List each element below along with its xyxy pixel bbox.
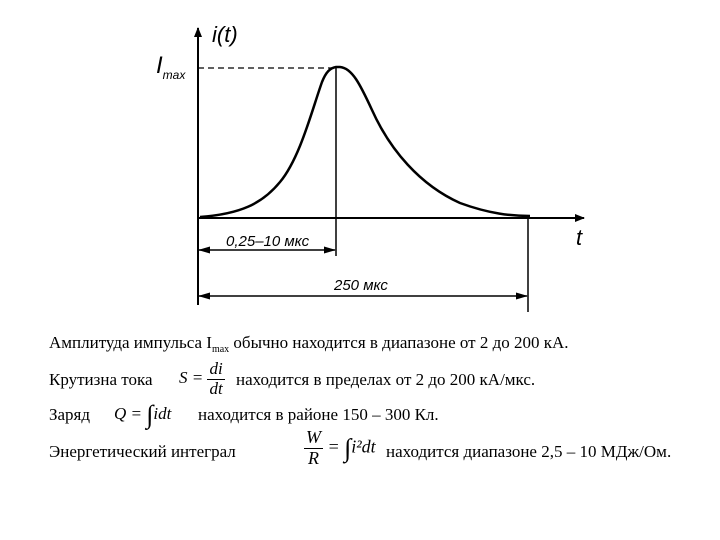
energy-numerator: W (306, 427, 321, 447)
amplitude-text-end: обычно находится в диапазоне от 2 до 200 кА. (229, 333, 569, 352)
i-max-label: $I_{max}$ (156, 52, 186, 82)
charge-formula-rhs: idt (153, 403, 172, 423)
charge-label: Заряд (49, 405, 91, 424)
energy-formula-equals: = (327, 436, 340, 457)
front-duration-label: 0,25–10 мкс (226, 233, 310, 250)
steepness-formula-lhs: S = (179, 368, 204, 388)
charge-formula-lhs: Q = (114, 403, 142, 423)
energy-formula-rhs: i²dt (351, 436, 376, 457)
y-axis-label: i(t) (212, 22, 238, 47)
energy-text: находится диапазоне 2,5 – 10 МДж/Ом. (386, 442, 672, 461)
steepness-numerator: di (209, 359, 223, 378)
pulse-duration-label: 250 мкс (334, 277, 388, 294)
steepness-denominator: dt (209, 378, 223, 398)
charge-formula (114, 400, 171, 430)
steepness-text: находится в пределах от 2 до 200 кА/мкс. (236, 370, 536, 389)
amplitude-text-start: Амплитуда импульса I (49, 333, 212, 352)
energy-label: Энергетический интеграл (49, 442, 236, 461)
integral-icon: ∫ (344, 433, 352, 463)
amplitude-subscript: max (211, 344, 230, 355)
x-axis-label: t (576, 225, 583, 250)
current-pulse-curve (200, 67, 530, 217)
energy-fraction (304, 428, 323, 469)
charge-text: находится в районе 150 – 300 Кл. (198, 405, 439, 424)
steepness-formula (179, 360, 225, 398)
energy-denominator: R (308, 447, 319, 468)
steepness-fraction (207, 360, 224, 398)
energy-formula (304, 428, 376, 469)
integral-icon: ∫ (146, 400, 154, 429)
amplitude-line (49, 333, 569, 355)
steepness-label: Крутизна тока (49, 370, 153, 389)
